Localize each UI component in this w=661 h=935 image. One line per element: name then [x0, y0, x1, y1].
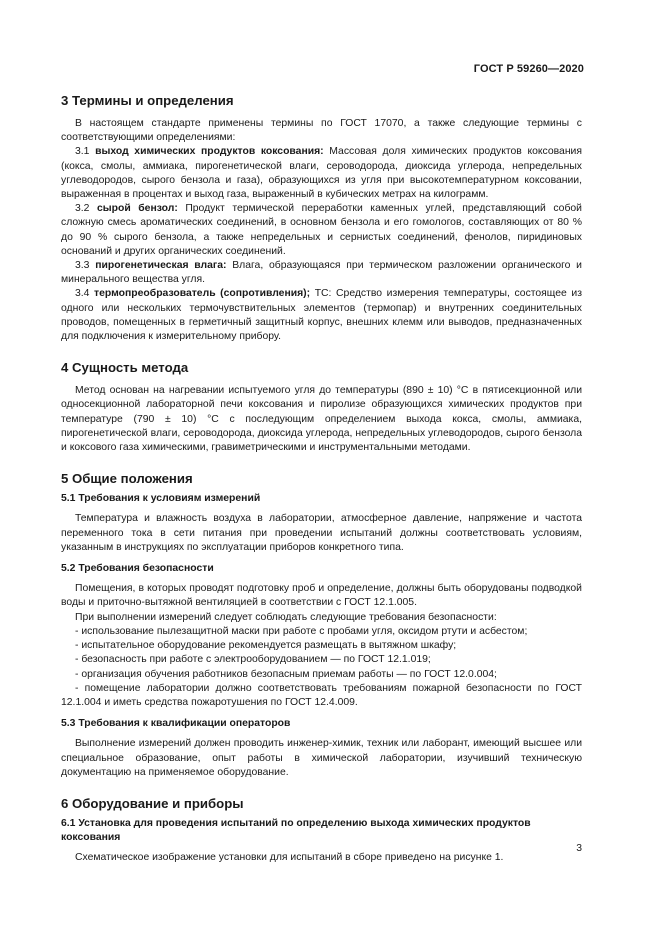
- term-3-2: [61, 202, 582, 259]
- term-3-4-def: ТС: Средство измерения температуры, состоящее из одного или нескольких термочувствительных элементов (термопар) и внутренних соединительных проводов, помещенных в герметичный защитный корпус, внешних клемм или выводов, предназначенных для подключения к измерительному прибору.: [61, 288, 582, 343]
- safety-item: - испытательное оборудование рекомендуется размещать в вытяжном шкафу;: [75, 640, 457, 652]
- term-3-4-term: термопреобразователь (сопротивления);: [94, 288, 311, 300]
- section-6-title: 6 Оборудование и приборы: [61, 795, 244, 811]
- page-number: 3: [576, 843, 582, 854]
- subsection-6-1-text: Схематическое изображение установки для испытаний в сборе приведено на рисунке 1.: [75, 852, 504, 864]
- term-3-2-def: Продукт термической переработки каменных углей, представляющий собой сложную смесь ароматических соединений, в основном бензола и его гомологов, составляющих от 80 % до 90 % сырого бензола, а также непредельных и сернистых соединений, фенолов, пиридиновых оснований и других органических соединений.: [61, 203, 582, 257]
- term-3-2-term: сырой бензол:: [96, 203, 178, 215]
- document-body: [61, 92, 582, 866]
- section-3-intro: В настоящем стандарте применены термины по ГОСТ 17070, а также следующие термины с соответствующими определениями:: [61, 118, 582, 144]
- safety-item: - безопасность при работе с электрооборудованием — по ГОСТ 12.1.019;: [75, 654, 431, 666]
- term-3-3-def: Влага, образующаяся при термическом разложении органического и минерального вещества угля.: [61, 260, 582, 286]
- term-3-1-def: Массовая доля химических продуктов коксования (кокса, смолы, аммиака, пирогенетической влаги, сероводорода, диоксида углерода, непредельных углеводородов, сырого бензола и газа), образующихся из угля при высокотемпературном коксовании, выраженная в процентах и выход газа, выраженный в кубических метрах на килограмм.: [61, 146, 582, 201]
- section-4-title: 4 Сущность метода: [61, 360, 189, 376]
- subsection-5-3-text: Выполнение измерений должен проводить инженер-химик, техник или лаборант, имеющий высшее или специальное образование, опыт работы в химической лаборатории, изучивший техническую документацию на применяемое оборудование.: [61, 738, 582, 778]
- section-3-title: 3 Термины и определения: [61, 93, 234, 108]
- term-3-4: [61, 287, 582, 344]
- term-3-3-term: пирогенетическая влага:: [95, 260, 227, 272]
- subsection-5-1-title: 5.1 Требования к условиям измерений: [61, 493, 261, 505]
- safety-item: - использование пылезащитной маски при работе с пробами угля, оксидом ртути и асбестом;: [75, 625, 528, 637]
- subsection-5-1-text: Температура и влажность воздуха в лаборатории, атмосферное давление, напряжение и частота переменного тока в сети питания при проведении испытаний должны соответствовать условиям, указанным в инструкциях по эксплуатации приборов конкретного типа.: [61, 513, 582, 553]
- subsection-6-1-title: 6.1 Установка для проведения испытаний по определению выхода химических продуктов коксования: [61, 817, 531, 844]
- safety-item: - организация обучения работников безопасным приемам работы — по ГОСТ 12.0.004;: [75, 668, 497, 680]
- term-3-1-num: 3.1: [75, 146, 96, 158]
- term-3-1: [61, 145, 582, 202]
- safety-item: - помещение лаборатории должно соответствовать требованиям пожарной безопасности по ГОСТ 12.1.004 и иметь средства пожаротушения по ГОСТ 12.4.009.: [61, 682, 582, 708]
- term-3-3: [61, 259, 582, 287]
- standard-header: ГОСТ Р 59260—2020: [473, 63, 584, 75]
- subsection-5-2-p2: При выполнении измерений следует соблюдать следующие требования безопасности:: [75, 611, 497, 623]
- subsection-5-2-p1: Помещения, в которых проводят подготовку проб и определение, должны быть оборудованы подводкой воды и приточно-вытяжной вентиляцией в соответствии с ГОСТ 12.1.005.: [61, 583, 582, 609]
- subsection-5-3-title: 5.3 Требования к квалификации операторов: [61, 718, 291, 730]
- term-3-2-num: 3.2: [75, 203, 97, 215]
- term-3-1-term: выход химических продуктов коксования:: [95, 146, 324, 158]
- section-5-title: 5 Общие положения: [61, 471, 193, 487]
- section-4-text: Метод основан на нагревании испытуемого угля до температуры (890 ± 10) °С в пятисекционной или односекционной лабораторной печи коксования и пиролизе образующихся химических продуктов при температуре (790 ± 10) °С с последующим определением выхода кокса, смолы, аммиака, пирогенетической влаги, сероводорода, диоксида углерода, непредельных углеводородов, сырого бензола и коксового газа химическими, гравиметрическими и инструментальными методами.: [61, 385, 582, 454]
- term-3-4-num: 3.4: [75, 288, 95, 300]
- term-3-3-num: 3.3: [75, 260, 96, 272]
- subsection-5-2-title: 5.2 Требования безопасности: [61, 563, 214, 575]
